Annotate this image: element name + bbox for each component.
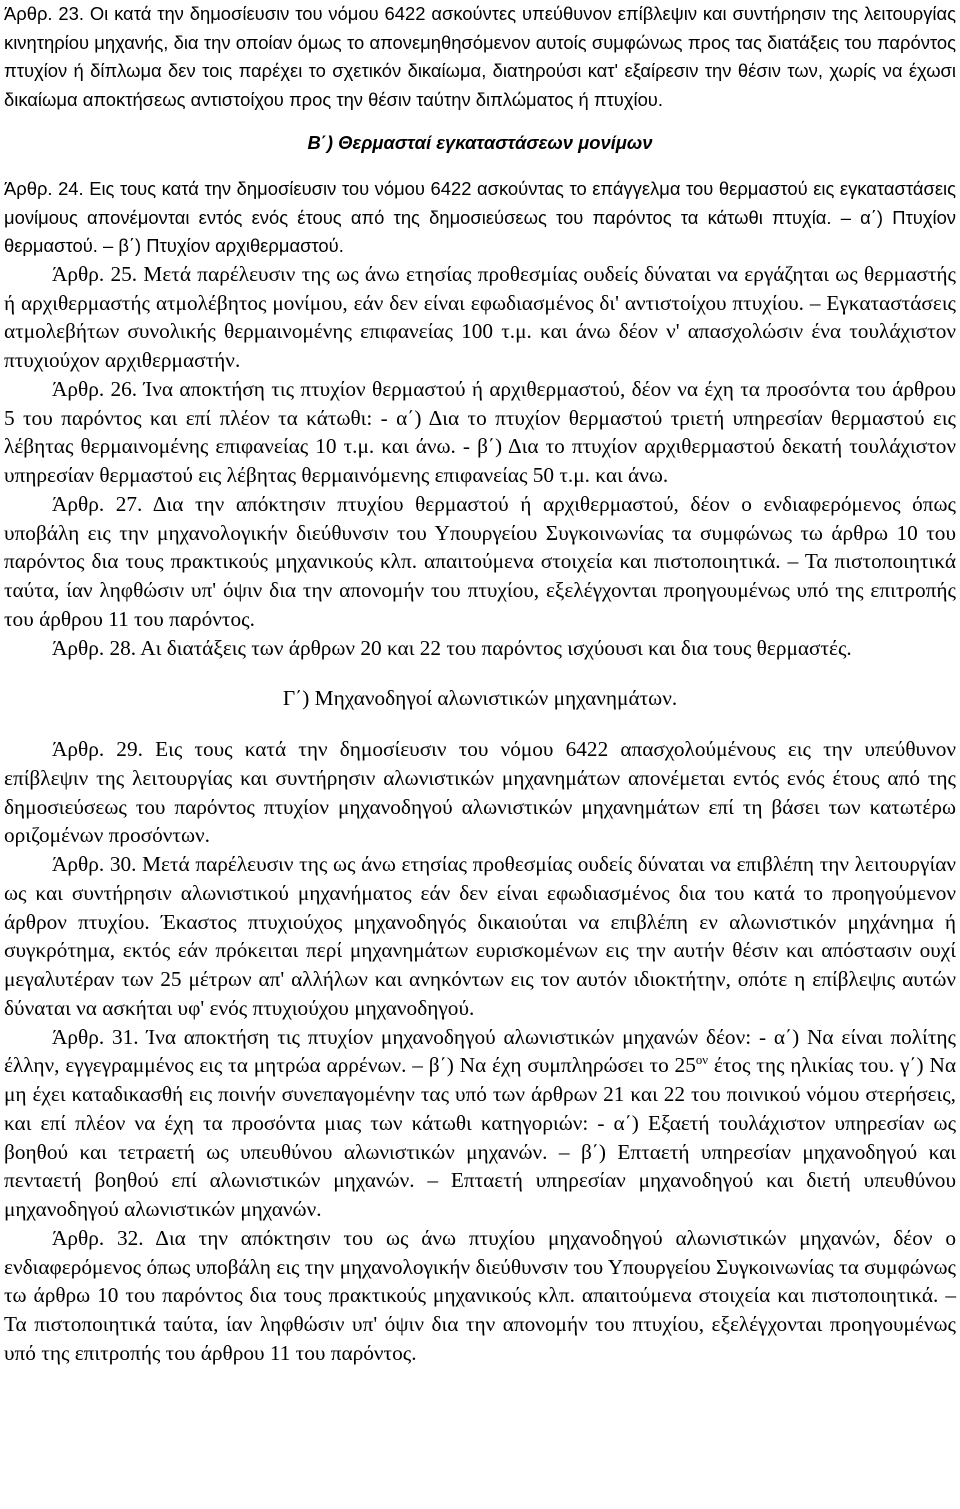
- article-31: [4, 1023, 956, 1224]
- article-31-part-b: έτος της ηλικίας του. γ΄) Να μη έχει καταδικασθή εις ποινήν συνεπαγομένην τας υπό των άρθρων 21 και 22 του ποινικού νόμου στερήσεις, και επί πλέον να έχη τα προσόντα μιας των κάτωθι κατηγοριών: - α΄) Εξαετή τουλάχιστον υπηρεσίαν ως βοηθού και τετραετή ως υπευθύνου αλωνιστικών μηχανών. – β΄) Επταετή υπηρεσίαν μηχανοδηγού και πενταετή βοηθού επί αλωνιστικών μηχανών. – Επταετή υπηρεσίαν μηχανοδηγού και διετή υπευθύνου μηχανοδηγού αλωνιστικών μηχανών.: [4, 1053, 956, 1221]
- article-28: Άρθρ. 28. Αι διατάξεις των άρθρων 20 και 22 του παρόντος ισχύουσι και δια τους θερμαστές.: [52, 635, 852, 660]
- section-b-heading: Β΄) Θερμασταί εγκαταστάσεων μονίμων: [307, 132, 653, 154]
- document-page: [4, 0, 956, 1368]
- article-26: Άρθρ. 26. Ίνα αποκτήση τις πτυχίον θερμαστού ή αρχιθερμαστού, δέον να έχη τα προσόντα του άρθρου 5 του παρόντος και επί πλέον τα κάτωθι: - α΄) Δια το πτυχίον θερμαστού τριετή υπηρεσίαν θερμαστού εις λέβητας θερμαινομένης επιφανείας 10 τ.μ. και άνω. - β΄) Δια το πτυχίον αρχιθερμαστού δεκατή τουλάχιστον υπηρεσίαν θερμαστού εις λέβητας θερμαινόμενης επιφανείας 50 τ.μ. και άνω.: [4, 376, 956, 487]
- article-27: Άρθρ. 27. Δια την απόκτησιν πτυχίου θερμαστού ή αρχιθερμαστού, δέον ο ενδιαφερόμενος όπως υποβάλη εις την μηχανολογικήν διεύθυνσιν του Υπουργείου Συγκοινωνίας τα συμφώνως τω άρθρω 10 του παρόντος δια τους πρακτικούς μηχανικούς κλπ. απαιτούμενα στοιχεία και πιστοποιητικά. – Τα πιστοποιητικά ταύτα, ίαν ληφθώσιν υπ' όψιν δια την απονομήν του πτυχίου, εξελέγχονται προηγουμένως υπό της επιτροπής του άρθρου 11 του παρόντος.: [4, 491, 956, 631]
- article-32: Άρθρ. 32. Δια την απόκτησιν του ως άνω πτυχίου μηχανοδηγού αλωνιστικών μηχανών, δέον ο ενδιαφερόμενος όπως υποβάλη εις την μηχανολογικήν διεύθυνσιν του Υπουργείου Συγκοινωνίας τα συμφώνως τω άρθρω 10 του παρόντος δια τους πρακτικούς μηχανικούς κλπ. απαιτούμενα στοιχεία και πιστοποιητικά. – Τα πιστοποιητικά ταύτα, ίαν ληφθώσιν υπ' όψιν δια την απονομήν του πτυχίου, εξελέγχονται προηγουμένως υπό της επιτροπής του άρθρου 11 του παρόντος.: [4, 1225, 956, 1365]
- article-29: Άρθρ. 29. Εις τους κατά την δημοσίευσιν του νόμου 6422 απασχολούμένους εις την υπεύθυνον επίβλεψιν της λειτουργίας και συντήρησιν αλωνιστικών μηχανημάτων απονέμεται εντός ενός έτους από της δημοσιεύσεως του παρόντος πτυχίον μηχανοδηγού αλωνιστικών μηχανημάτων επί τη βάσει των κατωτέρω οριζομένων προσόντων.: [4, 737, 956, 848]
- article-23: Άρθρ. 23. Οι κατά την δημοσίευσιν του νόμου 6422 ασκούντες υπεύθυνον επίβλεψιν και συντήρησιν της λειτουργίας κινητηρίου μηχανής, δια την οποίαν όμως το απονεμηθησόμενον αυτοίς συμφώνως προς τας διατάξεις του παρόντος πτυχίον ή δίπλωμα δεν τοις παρέχει το σχετικόν δικαίωμα, διατηρούσι κατ' εξαίρεσιν την θέσιν των, χωρίς να έχωσι δικαίωμα αποκτήσεως αντιστοίχου προς την θέσιν ταύτην διπλώματος ή πτυχίου.: [4, 3, 956, 110]
- article-24: Άρθρ. 24. Εις τους κατά την δημοσίευσιν του νόμου 6422 ασκούντας το επάγγελμα του θερμαστού εις εγκαταστάσεις μονίμους απονέμονται εντός ενός έτους από της δημοσιεύσεως του παρόντος τα κάτωθι πτυχία. – α΄) Πτυχίον θερμαστού. – β΄) Πτυχίον αρχιθερμαστού.: [4, 177, 956, 257]
- ordinal-suffix: ον: [695, 1053, 709, 1068]
- section-c-heading: Γ΄) Μηχανοδηγοί αλωνιστικών μηχανημάτων.: [282, 686, 678, 711]
- article-30: Άρθρ. 30. Μετά παρέλευσιν της ως άνω ετησίας προθεσμίας ουδείς δύναται να επιβλέπη την λειτουργίαν ως και συντήρησιν αλωνιστικού μηχανήματος εάν δεν είναι εφωδιασμένος δια του κατά το προηγούμενον άρθρον πτυχίου. Έκαστος πτυχιούχος μηχανοδηγός δικαιούται να επιβλέπη εν αλωνιστικόν μηχάνημα ή συγκρότημα, εκτός εάν πρόκειται περί μηχανημάτων ευρισκομένων εις την αυτήν θέσιν και απόστασιν ουχί μεγαλυτέραν των 25 μέτρων απ' αλλήλων και ανηκόντων εις τον αυτόν ιδιοκτήτην, οπότε η επίβλεψις αυτών δύναται να ασκήται υφ' ενός πτυχιούχου μηχανοδηγού.: [4, 852, 956, 1020]
- serif-articles: [4, 260, 956, 1368]
- article-31-part-a: Άρθρ. 31. Ίνα αποκτήση τις πτυχίον μηχανοδηγού αλωνιστικών μηχανών δέον: - α΄) Να είναι πολίτης έλλην, εγγεγραμμένος εις τα μητρώα αρρένων. – β΄) Να έχη συμπληρώσει το 25: [4, 1024, 956, 1078]
- article-25-text: Άρθρ. 25. Μετά παρέλευσιν της ως άνω ετησίας προθεσμίας ουδείς δύναται να εργάζηται ως θερμαστής ή αρχιθερμαστής ατμολέβητος μονίμου, εάν δεν είναι εφωδιασμένος δι' αντιστοίχου πτυχίου. – Εγκαταστάσεις ατμολεβήτων συνολικής θερμαινομένης επιφανείας 100 τ.μ. και άνω δέον ν' απασχολώσιν ένα τουλάχιστον πτυχιούχον αρχιθερμαστήν.: [4, 261, 956, 372]
